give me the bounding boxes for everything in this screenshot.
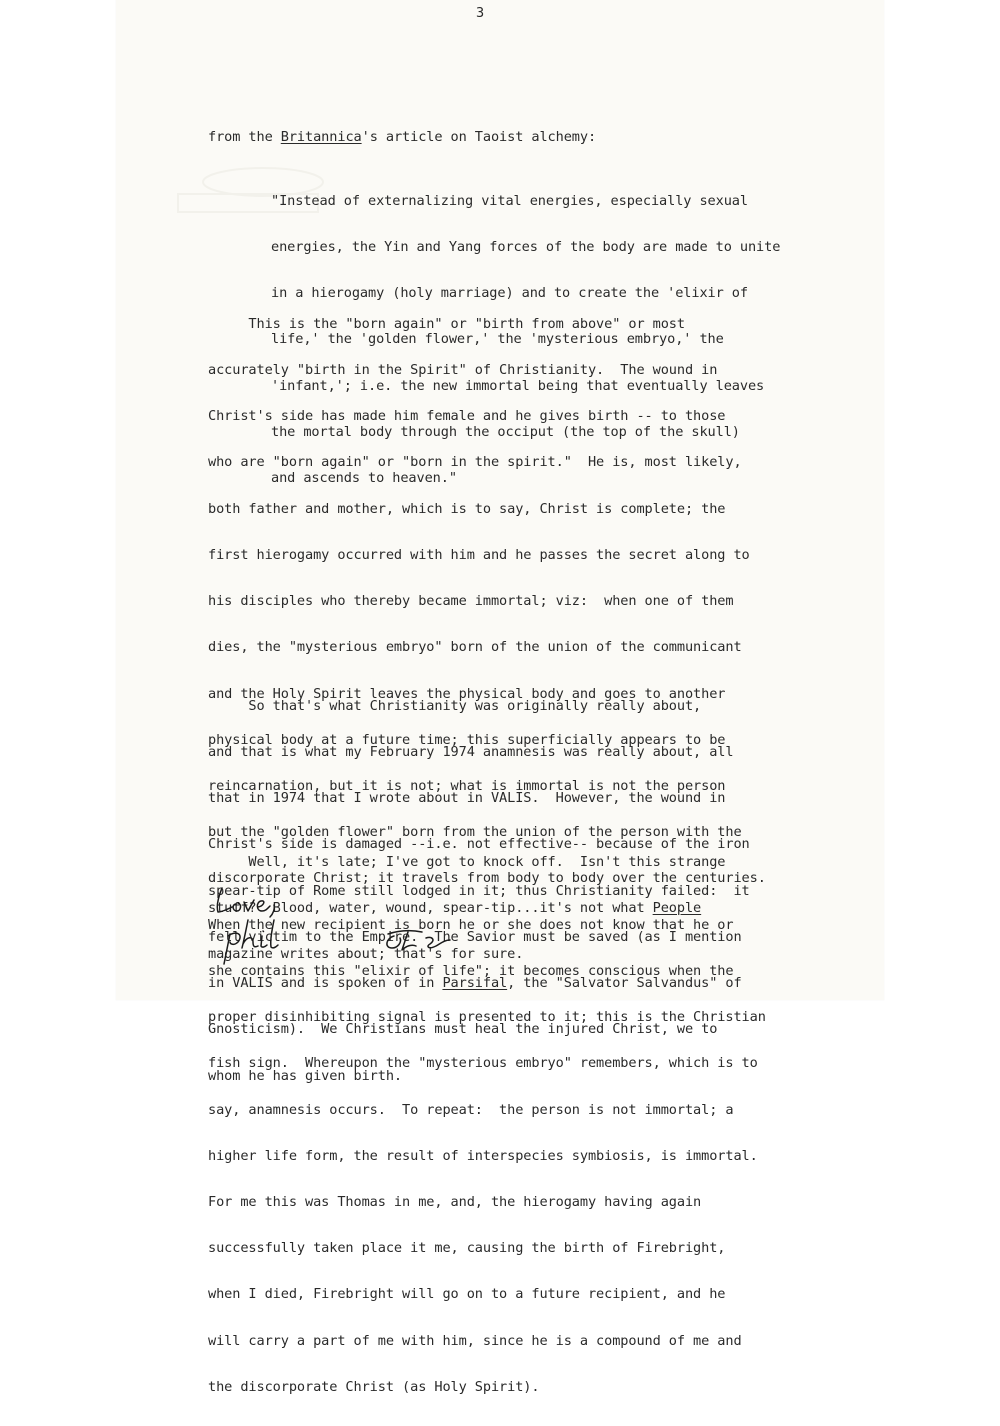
line-text: stuff? Blood, water, wound, spear-tip...it's not what bbox=[208, 900, 653, 917]
paragraph-line: reincarnation, but it is not; what is immortal is not the person bbox=[208, 778, 726, 794]
line-text: , the "Salvator Salvandus" of bbox=[507, 975, 742, 992]
paragraph-line: who are "born again" or "born in the spirit." He is, most likely, bbox=[208, 454, 742, 471]
paragraph-line: discorporate Christ; it travels from body to body over the centuries. bbox=[208, 870, 766, 887]
paragraph-line: fish sign. Whereupon the "mysterious embryo" remembers, which is to bbox=[208, 1055, 758, 1072]
paragraph-line: both father and mother, which is to say, Christ is complete; the bbox=[208, 500, 726, 517]
paragraph-line: dies, the "mysterious embryo" born of the union of the communicant bbox=[208, 639, 742, 656]
paragraph-line: Gnosticism). We Christians must heal the injured Christ, we to bbox=[208, 1021, 718, 1038]
quote-line: life,' the 'golden flower,' the 'mysterious embryo,' the bbox=[271, 331, 724, 348]
paragraph-line: So that's what Christianity was originally really about, bbox=[208, 697, 702, 714]
signature-love bbox=[217, 888, 274, 917]
signature-phil bbox=[224, 920, 278, 964]
paragraph-line: higher life form, the result of interspecies symbiosis, is immortal. bbox=[208, 1147, 758, 1164]
paragraph-line: and the Holy Spirit leaves the physical body and goes to another bbox=[208, 685, 726, 702]
paragraph-line: she contains this "elixir of life"; it becomes conscious when the bbox=[208, 962, 734, 979]
signature-initials bbox=[387, 931, 450, 950]
paragraph-line: will carry a part of me with him, since he is a compound of me and bbox=[208, 1332, 742, 1349]
intro-text-after: 's article on Taoist alchemy: bbox=[361, 129, 597, 145]
quote-line: "Instead of externalizing vital energies, especially sexual bbox=[271, 192, 748, 209]
intro-text-before: from the bbox=[208, 129, 281, 145]
page-number: 3 bbox=[476, 5, 485, 21]
paragraph-line: that in 1974 that I wrote about in VALIS. However, the wound in bbox=[208, 790, 726, 807]
quote-line: energies, the Yin and Yang forces of the body are made to unite bbox=[271, 239, 781, 256]
quote-line: in a hierogamy (holy marriage) and to create the 'elixir of bbox=[271, 285, 748, 302]
intro-line bbox=[208, 130, 596, 145]
quote-line: 'infant,'; i.e. the new immortal being that eventually leaves bbox=[271, 377, 765, 394]
paragraph-line: magazine writes about; that's for sure. bbox=[208, 946, 524, 963]
quote-line: and ascends to heaven." bbox=[271, 470, 457, 487]
paragraph-line: physical body at a future time; this superficially appears to be bbox=[208, 731, 726, 748]
paragraph-line: whom he has given birth. bbox=[208, 1067, 403, 1084]
paragraph-line: Well, it's late; I've got to knock off. Isn't this strange bbox=[208, 853, 726, 870]
paragraph-line: Christ's side is damaged --i.e. not effective-- because of the iron bbox=[208, 836, 750, 853]
line-text: in VALIS and is spoken of in bbox=[208, 975, 443, 992]
quote-line: the mortal body through the occiput (the top of the skull) bbox=[271, 423, 740, 440]
parsifal-title: Parsifal bbox=[442, 975, 508, 992]
paragraph-line: and that is what my February 1974 anamnesis was really about, all bbox=[208, 744, 734, 761]
paragraph-line: accurately "birth in the Spirit" of Christianity. The wound in bbox=[208, 362, 718, 379]
paragraph-line: say, anamnesis occurs. To repeat: the person is not immortal; a bbox=[208, 1101, 734, 1118]
paragraph-line: but the "golden flower" born from the union of the person with the bbox=[208, 824, 742, 841]
paragraph-line: fell victim to the Empire. The Savior must be saved (as I mention bbox=[208, 928, 742, 945]
paragraph-line: proper disinhibiting signal is presented to it; this is the Christian bbox=[208, 1009, 766, 1026]
paragraph-line: successfully taken place it me, causing the birth of Firebright, bbox=[208, 1240, 726, 1257]
letter-page bbox=[116, 0, 884, 1395]
paragraph-line: his disciples who thereby became immortal; viz: when one of them bbox=[208, 593, 734, 610]
paragraph-line: Christ's side has made him female and he gives birth -- to those bbox=[208, 408, 726, 425]
paragraph-line: when I died, Firebright will go on to a future recipient, and he bbox=[208, 1286, 726, 1303]
britannica-title: Britannica bbox=[280, 129, 362, 145]
handwritten-signature bbox=[212, 878, 512, 968]
paragraph-line: the discorporate Christ (as Holy Spirit). bbox=[208, 1378, 540, 1395]
paragraph-line: This is the "born again" or "birth from above" or most bbox=[208, 315, 685, 332]
paragraph-line: For me this was Thomas in me, and, the hierogamy having again bbox=[208, 1193, 702, 1210]
paragraph-line: first hierogamy occurred with him and he passes the secret along to bbox=[208, 546, 750, 563]
people-title: People bbox=[652, 900, 702, 917]
paragraph-line: spear-tip of Rome still lodged in it; thus Christianity failed: it bbox=[208, 882, 750, 899]
paragraph-line: When the new recipient is born he or she does not know that he or bbox=[208, 916, 734, 933]
